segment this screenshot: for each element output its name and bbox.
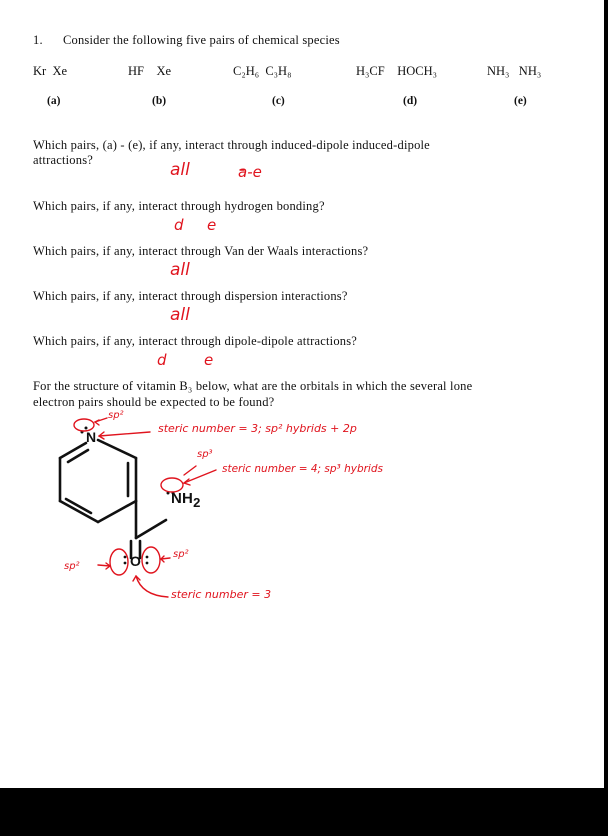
n-pair-arrowhead — [95, 420, 99, 425]
scan-right-edge — [604, 0, 608, 788]
oxygen-label: O — [130, 553, 142, 569]
answer-3-handwritten: all — [170, 260, 190, 280]
ring-bond-c6-n — [60, 443, 86, 458]
amine-label — [171, 490, 201, 510]
pair-e-label: (e) — [514, 95, 527, 107]
answer-2b-handwritten: e — [207, 216, 217, 234]
nh2-steric-note: steric number = 4; sp³ hybrids — [222, 463, 383, 475]
o-lone-pair-dot-1 — [124, 556, 127, 559]
n-pair-annotation: sp² — [108, 410, 124, 421]
o-right-lone-pair-circle — [142, 547, 160, 573]
subquestion-5: Which pairs, if any, interact through dipole-dipole attractions? — [33, 334, 358, 348]
o-note-arrow — [136, 576, 168, 597]
pair-b-species-1: HF — [128, 64, 144, 78]
o-right-annotation: sp² — [173, 549, 189, 560]
ring-bond-n-c2 — [98, 440, 136, 458]
pair-d-species-1: H₃CF — [356, 64, 385, 78]
subquestion-1-line-1: Which pairs, (a) - (e), if any, interact through induced-dipole induced-dipole — [33, 138, 430, 152]
pair-d-species-2: HOCH₃ — [397, 64, 437, 78]
nh2-pair-arrow — [184, 466, 196, 475]
pair-e-species-2: NH₃ — [518, 64, 542, 78]
subquestion-2: Which pairs, if any, interact through hydrogen bonding? — [33, 199, 325, 213]
n-steric-note: steric number = 3; sp² hybrids + 2p — [158, 422, 357, 435]
o-steric-note: steric number = 3 — [171, 588, 272, 601]
pair-c-species-2: C₃H₈ — [265, 64, 292, 78]
question-prompt: Consider the following five pairs of chemical species — [63, 33, 340, 47]
pair-d-label: (d) — [403, 95, 418, 107]
scan-bottom-border — [0, 788, 608, 836]
bond-carbonyl-nh2 — [136, 520, 166, 538]
amine-subscript: 2 — [193, 495, 201, 510]
subquestion-4: Which pairs, if any, interact through dispersion interactions? — [33, 289, 348, 303]
answer-1b-handwritten: a-e — [238, 163, 262, 181]
o-left-annotation: sp² — [64, 561, 80, 572]
pair-a-species-2: Xe — [52, 64, 68, 78]
pair-a-label: (a) — [47, 95, 61, 107]
subquestion-3: Which pairs, if any, interact through Van der Waals interactions? — [33, 244, 369, 258]
o-lone-pair-dot-4 — [146, 562, 149, 565]
vitamin-question-line-1: For the structure of vitamin B₃ below, what are the orbitals in which the several lone — [33, 379, 473, 393]
ring-bond-c3-c4 — [98, 501, 136, 522]
vitamin-question-line-2: electron pairs should be expected to be found? — [33, 395, 275, 409]
pair-a-species-1: Kr — [33, 64, 47, 78]
ring-bond-c4-c5 — [60, 501, 98, 522]
nitrogen-ring-label: N — [86, 429, 97, 445]
answer-1-handwritten: all — [170, 160, 190, 180]
subquestion-1-line-2: attractions? — [33, 153, 94, 167]
question-number: 1. — [33, 33, 43, 47]
n-note-arrow — [99, 432, 150, 436]
pair-c-label: (c) — [272, 95, 285, 107]
pair-e-species-1: NH₃ — [487, 64, 510, 78]
answer-4-handwritten: all — [170, 305, 190, 325]
o-lone-pair-dot-3 — [146, 556, 149, 559]
o-lone-pair-dot-2 — [124, 562, 127, 565]
nh2-pair-annotation: sp³ — [197, 449, 213, 460]
pair-b-label: (b) — [152, 95, 167, 107]
amine-nh: NH — [171, 490, 194, 507]
answer-2-handwritten: d — [174, 216, 184, 234]
answer-5b-handwritten: e — [204, 351, 214, 369]
pair-c-species-1: C₂H₆ — [233, 64, 260, 78]
answer-5-handwritten: d — [157, 351, 167, 369]
pair-b-species-2: Xe — [156, 64, 172, 78]
